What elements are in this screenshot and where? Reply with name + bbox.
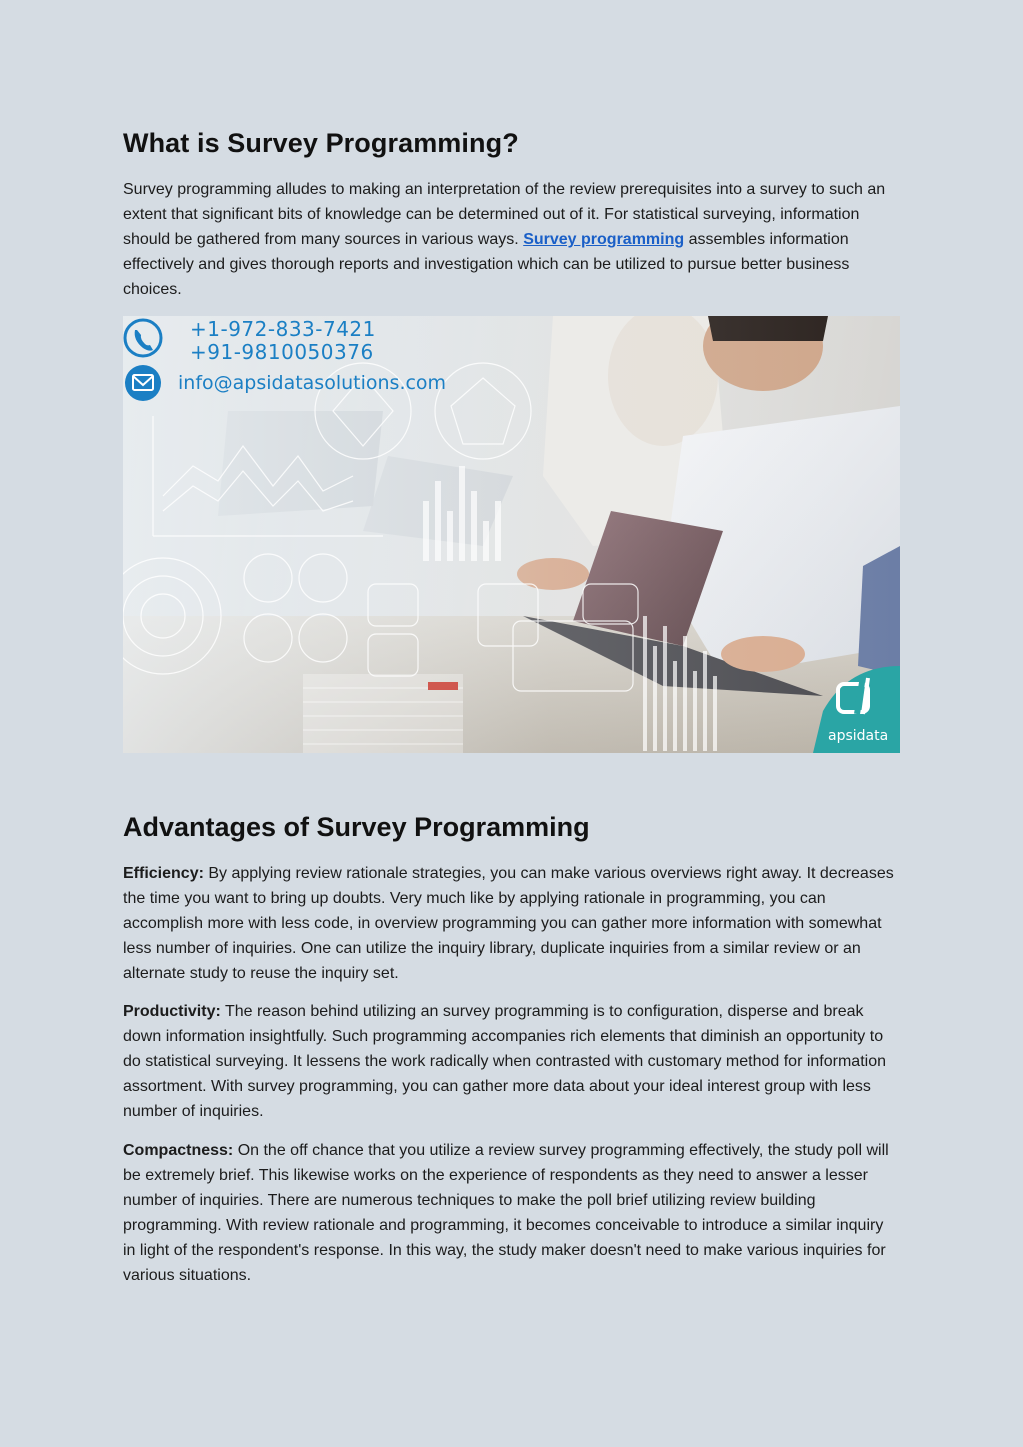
email-text: info@apsidatasolutions.com [178,372,447,394]
hero-image [123,316,900,753]
intro-text: Survey programming alludes to making an interpretation of the review prerequisites into a survey to such an extent that significant bits of knowledge can be determined out of it. For statistical surveying, information should be gathered from many sources in various ways. [123,181,886,248]
page-title: What is Survey Programming? [123,128,519,158]
phone-2-text: +91-9810050376 [190,340,374,364]
advantage-efficiency [123,861,900,986]
advantage-productivity [123,999,900,1124]
advantages-heading: Advantages of Survey Programming [123,812,590,842]
advantage-text: The reason behind utilizing an survey programming is to configuration, disperse and break down information insightfully. Such programming accompanies rich elements that diminish an opportunity to do statistical surveying. It lessens the work radically when contrasted with customary method for information assortment. With survey programming, you can gather more data about your ideal interest group with less number of inquiries. [123,1003,886,1120]
email-icon [125,365,161,401]
advantage-text: On the off chance that you utilize a review survey programming effectively, the study poll will be extremely brief. This likewise works on the experience of respondents as they need to answer a lesser number of inquiries. There are numerous techniques to make the poll brief utilizing review building programming. With review rationale and programming, it becomes conceivable to introduce a similar inquiry in light of the respondent's response. In this way, the study maker doesn't need to make various inquiries for various situations. [123,1142,889,1284]
intro-text-continued: assembles information effectively and gives thorough reports and investigation which can be utilized to pursue better business choices. [123,231,850,298]
logo-text: apsidata [828,728,889,744]
advantage-text: By applying review rationale strategies, you can make various overviews right away. It decreases the time you want to bring up doubts. Very much like by applying rationale in programming, you can accomplish more with less code, in overview programming you can gather more information with somewhat less number of inquiries. One can utilize the inquiry library, duplicate inquiries from a similar review or an alternate study to reuse the inquiry set. [123,865,894,982]
survey-programming-link[interactable]: Survey programming [523,231,685,248]
advantage-label: Compactness: [123,1142,234,1159]
phone-1-text: +1-972-833-7421 [190,317,376,341]
advantage-compactness [123,1138,900,1288]
advantage-label: Productivity: [123,1003,221,1020]
intro-paragraph [123,177,900,302]
advantage-label: Efficiency: [123,865,204,882]
